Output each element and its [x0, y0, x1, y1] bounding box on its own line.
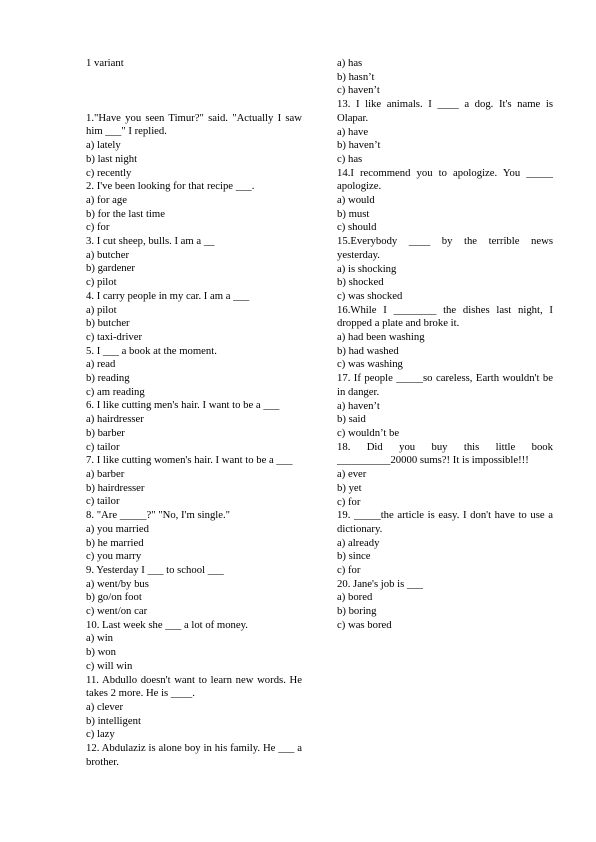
answer-option: a) you married — [86, 522, 149, 535]
question-stem: 14.I recommend you to apologize. You _____ apologize. — [337, 166, 553, 193]
answer-option: c) for — [337, 564, 361, 577]
answer-option: a) win — [86, 632, 114, 645]
answer-option: b) reading — [86, 372, 130, 385]
answer-option: c) for — [337, 495, 361, 508]
answer-option: a) would — [337, 194, 375, 207]
answer-option: a) read — [86, 358, 116, 371]
question-stem: 5. I ___ a book at the moment. — [86, 344, 217, 357]
answer-option: b) butcher — [86, 317, 130, 330]
answer-option: b) shocked — [337, 276, 384, 289]
answer-option: a) haven’t — [337, 399, 380, 412]
answer-option: b) said — [337, 413, 366, 426]
answer-option: c) pilot — [86, 276, 117, 289]
answer-option: c) taxi-driver — [86, 330, 143, 343]
answer-option: b) won — [86, 646, 116, 659]
variant-title: 1 variant — [86, 57, 124, 69]
answer-option: a) already — [337, 536, 380, 549]
question-stem: 18. Did you buy this little book __________20000 sums?! It is impossible!!! — [337, 440, 553, 467]
answer-option: b) barber — [86, 426, 125, 439]
answer-option: a) went/by bus — [86, 577, 149, 590]
answer-option: a) have — [337, 125, 369, 138]
answer-option: a) lately — [86, 139, 121, 152]
question-stem: 16.While I ________ the dishes last night, I dropped a plate and broke it. — [337, 303, 553, 330]
answer-option: c) recently — [86, 166, 132, 179]
question-stem: 4. I carry people in my car. I am a ___ — [86, 289, 250, 302]
answer-option: a) bored — [337, 591, 373, 604]
answer-option: b) boring — [337, 605, 377, 618]
answer-option: c) went/on car — [86, 605, 148, 618]
answer-option: a) is shocking — [337, 262, 397, 275]
left-column — [86, 57, 302, 769]
answer-option: a) pilot — [86, 303, 117, 316]
answer-option: c) was washing — [337, 358, 403, 371]
answer-option: b) intelligent — [86, 714, 141, 727]
question-stem: 19. _____the article is easy. I don't have to use a dictionary. — [337, 509, 553, 535]
answer-option: b) since — [337, 550, 371, 563]
question-stem: 6. I like cutting men's hair. I want to be a ___ — [86, 399, 280, 412]
answer-option: a) clever — [86, 700, 124, 713]
answer-option: b) go/on foot — [86, 591, 142, 604]
question-stem: 8. "Are _____?" "No, I'm single." — [86, 509, 231, 522]
answer-option: c) should — [337, 221, 377, 234]
answer-option: b) gardener — [86, 262, 135, 275]
answer-option: c) am reading — [86, 385, 145, 398]
answer-option: c) will win — [86, 659, 133, 672]
question-stem: 15.Everybody ____ by the terrible news yesterday. — [337, 235, 553, 261]
answer-option: c) tailor — [86, 440, 120, 453]
right-question-list — [337, 57, 553, 633]
answer-option: b) he married — [86, 536, 144, 549]
answer-option: b) hairdresser — [86, 481, 145, 494]
answer-option: a) has — [337, 57, 363, 69]
answer-option: a) barber — [86, 467, 125, 480]
answer-option: b) hasn’t — [337, 70, 375, 83]
left-question-list — [86, 112, 302, 770]
answer-option: c) was shocked — [337, 289, 403, 302]
answer-option: c) lazy — [86, 728, 115, 741]
answer-option: a) for age — [86, 193, 127, 206]
question-stem: 1."Have you seen Timur?" said. "Actually I saw him ___" I replied. — [86, 111, 302, 138]
question-stem: 20. Jane's job is ___ — [337, 577, 423, 590]
answer-option: a) ever — [337, 468, 367, 481]
question-stem: 7. I like cutting women's hair. I want to be a ___ — [86, 454, 293, 467]
answer-option: c) you marry — [86, 550, 142, 563]
right-column — [337, 57, 553, 633]
answer-option: b) last night — [86, 152, 138, 165]
question-stem: 17. If people _____so careless, Earth wouldn't be in danger. — [337, 372, 553, 398]
answer-option: b) for the last time — [86, 207, 165, 220]
question-stem: 10. Last week she ___ a lot of money. — [86, 618, 248, 631]
answer-option: b) had washed — [337, 344, 399, 357]
answer-option: b) yet — [337, 481, 362, 494]
question-stem: 2. I've been looking for that recipe ___. — [86, 180, 255, 193]
answer-option: c) tailor — [86, 495, 120, 508]
question-stem: 3. I cut sheep, bulls. I am a __ — [86, 235, 215, 248]
answer-option: c) has — [337, 152, 363, 165]
answer-option: b) must — [337, 207, 370, 220]
answer-option: c) for — [86, 221, 110, 234]
answer-option: a) hairdresser — [86, 413, 144, 426]
question-stem: 9. Yesterday I ___ to school ___ — [86, 563, 224, 576]
answer-option: a) had been washing — [337, 331, 425, 344]
question-stem: 13. I like animals. I ____ a dog. It's name is Olapar. — [337, 98, 553, 124]
question-stem: 12. Abdulaziz is alone boy in his family. He ___ a brother. — [86, 742, 302, 768]
answer-option: b) haven’t — [337, 139, 381, 152]
answer-option: c) wouldn’t be — [337, 426, 400, 439]
question-stem: 11. Abdullo doesn't want to learn new words. He takes 2 more. He is ____. — [86, 673, 302, 700]
answer-option: c) haven’t — [337, 84, 380, 97]
answer-option: c) was bored — [337, 618, 392, 631]
answer-option: a) butcher — [86, 248, 130, 261]
